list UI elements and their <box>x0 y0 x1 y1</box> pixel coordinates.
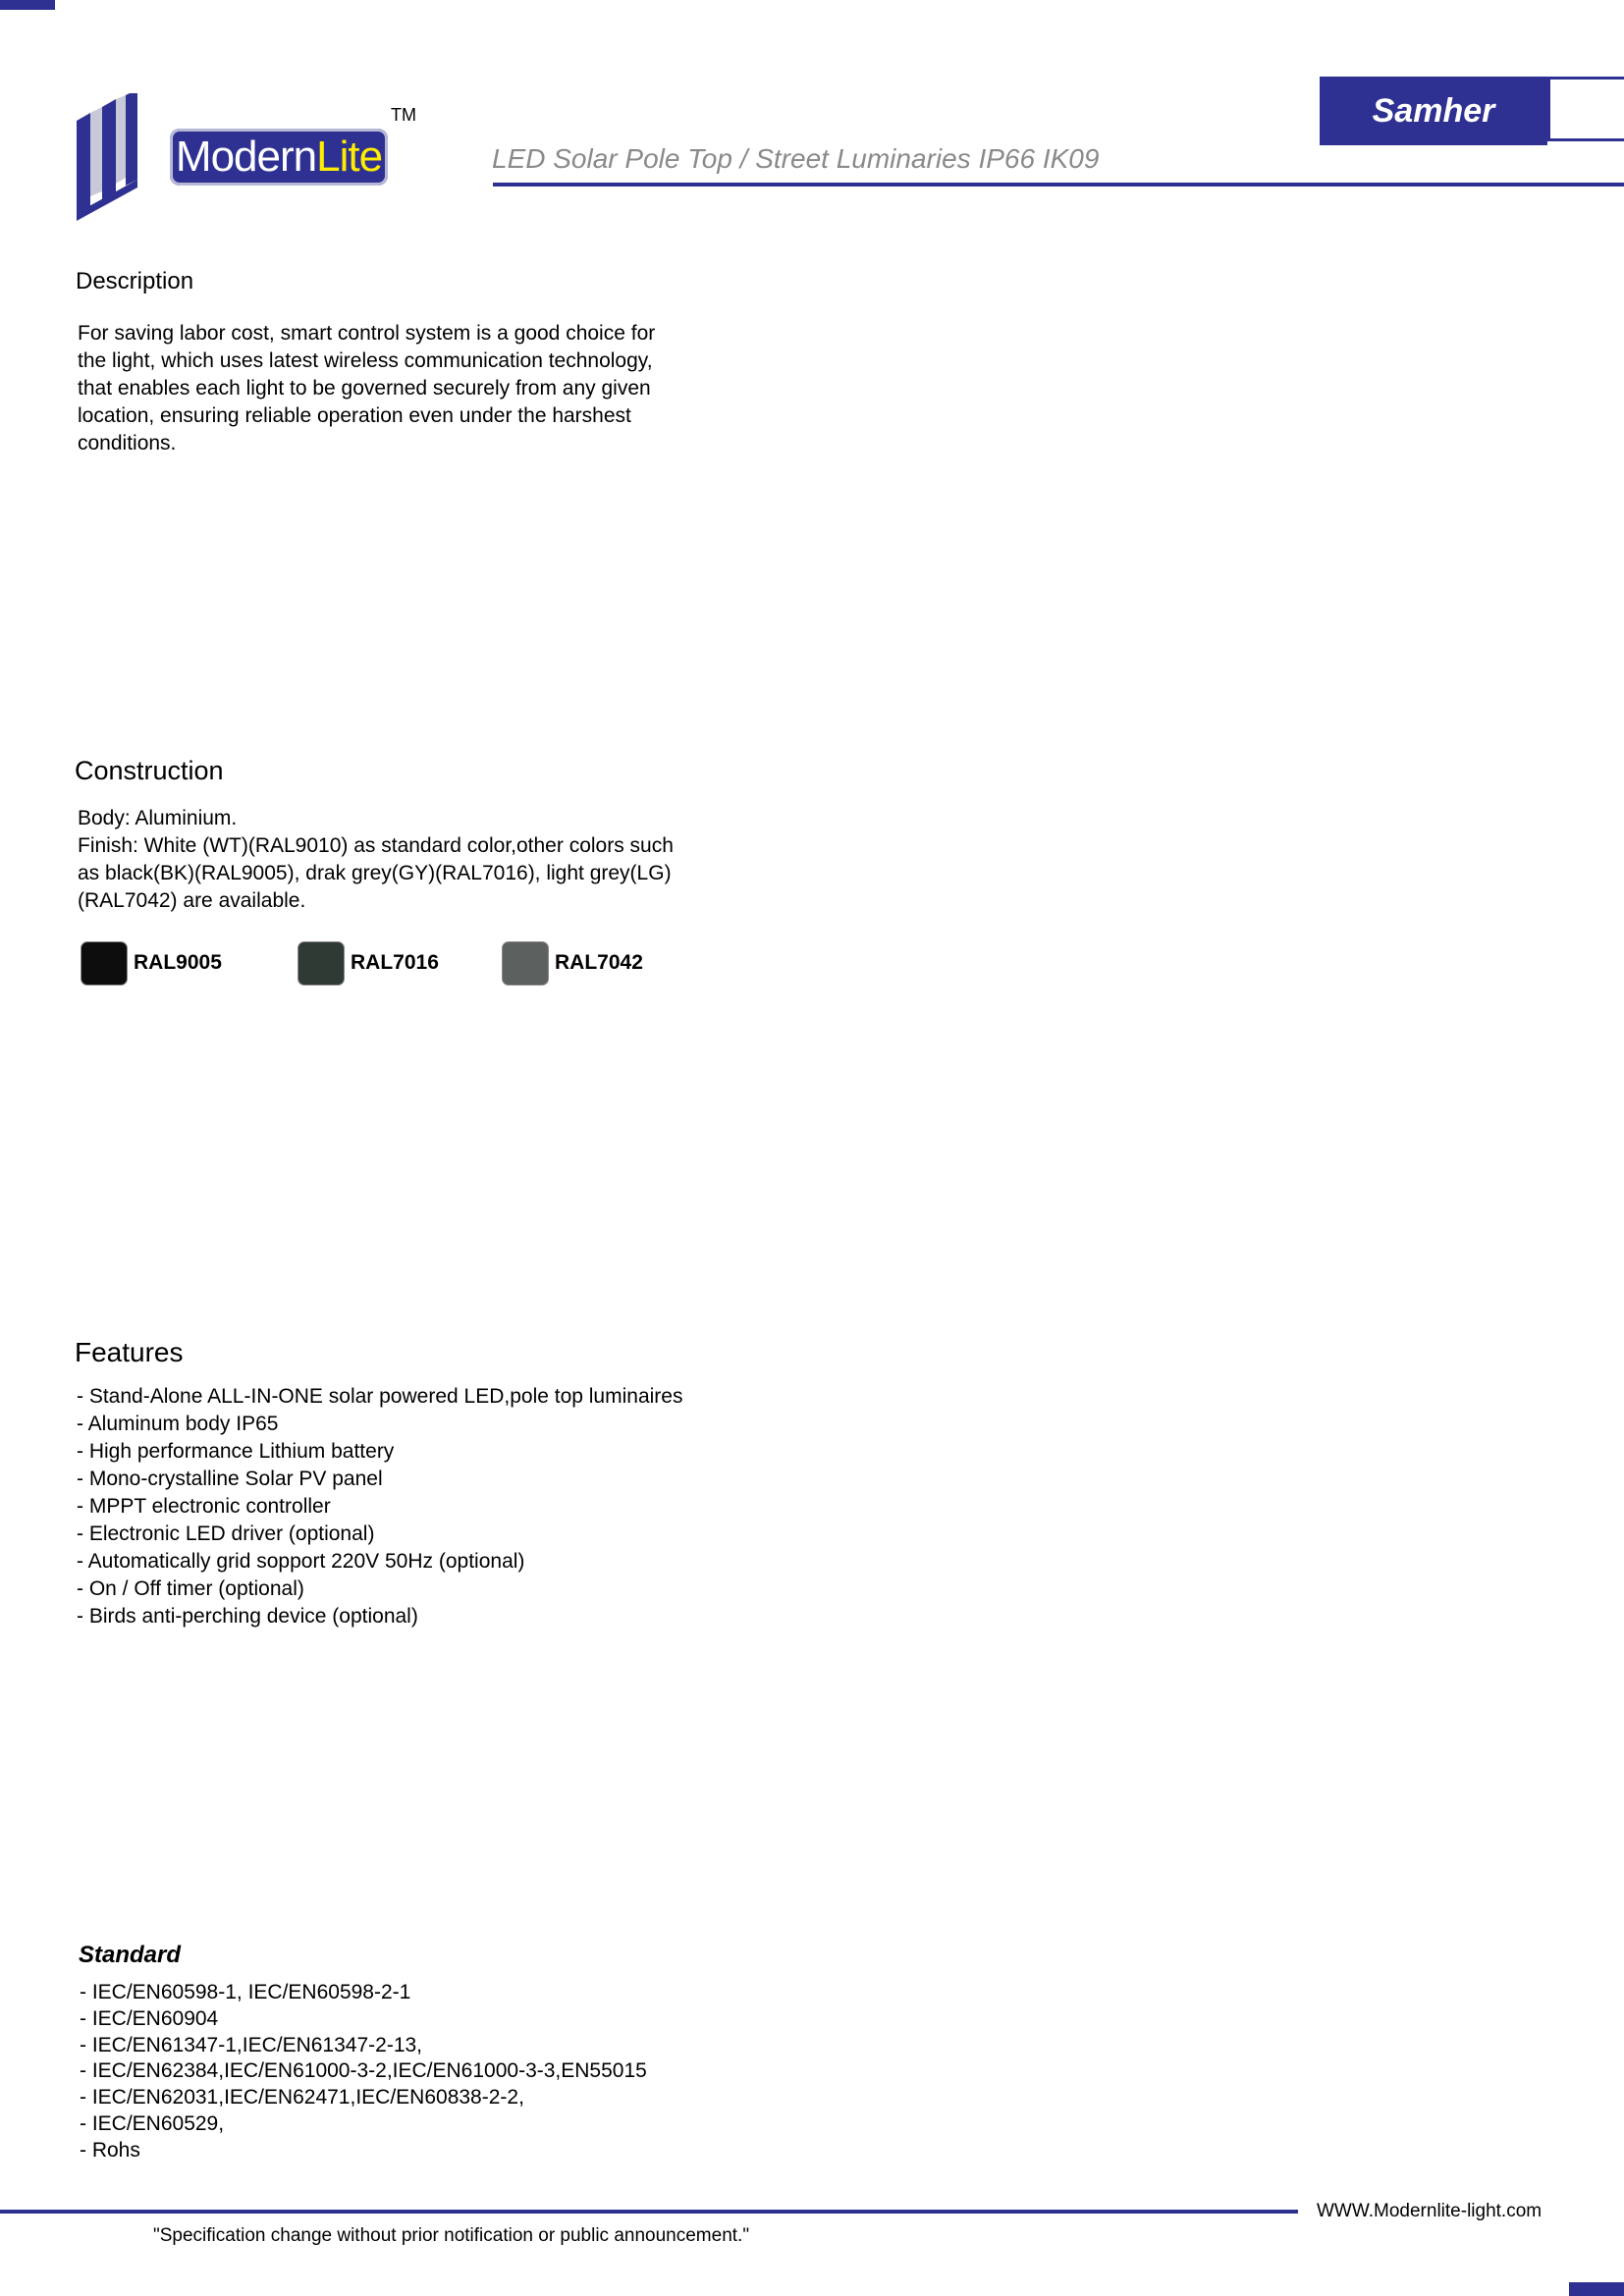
brand-tag <box>1320 77 1547 145</box>
description-text: For saving labor cost, smart control system is a good choice for the light, which uses latest wireless communication technology, that enables each light to be governed securely from any given location, ensuring reliable operation even under the harshest conditions. <box>78 322 656 454</box>
footer-website: WWW.Modernlite-light.com <box>1317 2201 1543 2221</box>
swatch-label: RAL9005 <box>134 951 222 974</box>
logo-wordmark <box>170 129 388 186</box>
color-swatch-ral9005 <box>81 940 222 986</box>
list-item: - IEC/EN62031,IEC/EN62471,IEC/EN60838-2-2, <box>80 2086 524 2109</box>
list-item: - High performance Lithium battery <box>77 1440 395 1463</box>
standard-list <box>80 1980 647 2164</box>
trademark-mark: TM <box>391 105 416 125</box>
standard-heading: Standard <box>79 1942 182 1968</box>
list-item: - MPPT electronic controller <box>77 1495 331 1518</box>
document-title: LED Solar Pole Top / Street Luminaries IP66 IK09 <box>492 143 1100 174</box>
swatch-chip <box>298 941 345 986</box>
list-item: - Aluminum body IP65 <box>77 1413 279 1435</box>
company-logo <box>77 93 420 221</box>
construction-text: Body: Aluminium. Finish: White (WT)(RAL9010) as standard color,other colors such as black(BK)(RAL9005), drak grey(GY)(RAL7016), light grey(LG) (RAL7042) are available. <box>78 807 674 912</box>
list-item: - Automatically grid sopport 220V 50Hz (optional) <box>77 1550 525 1573</box>
list-item: - Birds anti-perching device (optional) <box>77 1605 418 1628</box>
features-list <box>77 1383 682 1630</box>
corner-mark-top <box>0 0 55 10</box>
list-item: - On / Off timer (optional) <box>77 1577 304 1600</box>
features-heading: Features <box>75 1337 184 1367</box>
logo-word-modern: Modern <box>175 133 317 181</box>
swatch-label: RAL7016 <box>351 951 439 974</box>
corner-mark-bottom <box>1569 2282 1624 2296</box>
brand-tag-outline <box>1547 77 1624 141</box>
list-item: - IEC/EN60598-1, IEC/EN60598-2-1 <box>80 1981 411 2003</box>
list-item: - IEC/EN60904 <box>80 2006 219 2030</box>
title-divider <box>493 183 1624 187</box>
color-swatch-ral7016 <box>298 940 439 986</box>
list-item: - Stand-Alone ALL-IN-ONE solar powered LED,pole top luminaires <box>77 1385 683 1408</box>
list-item: - IEC/EN62384,IEC/EN61000-3-2,IEC/EN61000-3-3,EN55015 <box>80 2059 647 2083</box>
footer-disclaimer: "Specification change without prior notification or public announcement." <box>153 2225 750 2246</box>
footer-divider <box>0 2210 1298 2214</box>
logo-bars-icon <box>77 93 170 221</box>
brand-tag-label: Samher <box>1372 92 1495 130</box>
logo-word-lite: Lite <box>316 133 383 181</box>
swatch-label: RAL7042 <box>555 951 643 974</box>
list-item: - IEC/EN60529, <box>80 2111 225 2135</box>
list-item: - Rohs <box>80 2138 140 2162</box>
swatch-chip <box>81 941 128 986</box>
description-heading: Description <box>76 268 194 294</box>
list-item: - Mono-crystalline Solar PV panel <box>77 1468 383 1490</box>
color-swatch-ral7042 <box>502 940 643 986</box>
list-item: - Electronic LED driver (optional) <box>77 1522 375 1545</box>
list-item: - IEC/EN61347-1,IEC/EN61347-2-13, <box>80 2033 423 2056</box>
construction-heading: Construction <box>75 756 224 785</box>
swatch-chip <box>502 941 549 986</box>
